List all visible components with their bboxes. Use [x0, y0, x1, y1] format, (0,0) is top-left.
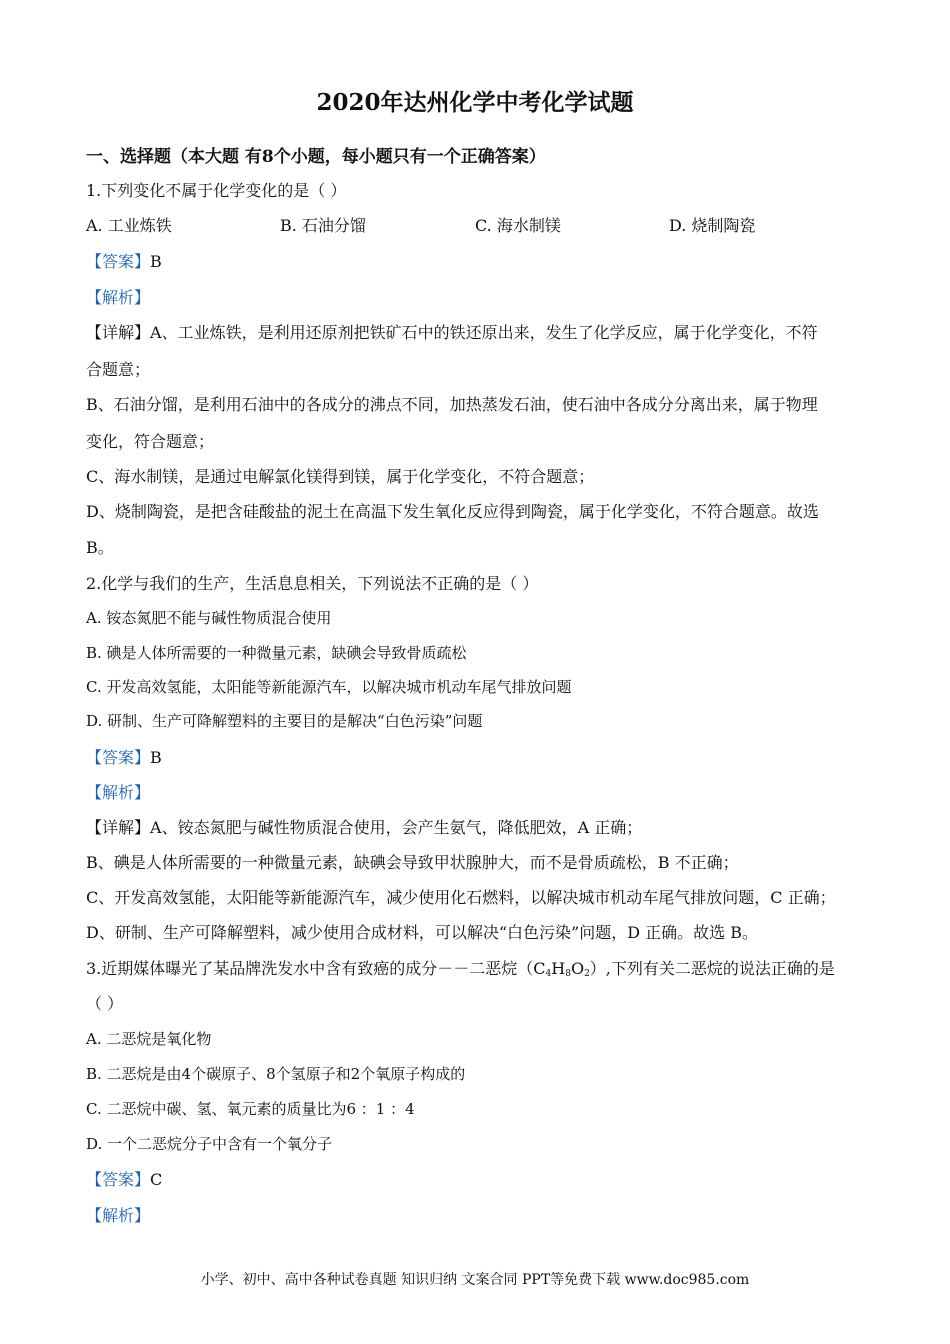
- q2-option-c: C. 开发高效氢能，太阳能等新能源汽车，以解决城市机动车尾气排放问题: [86, 678, 572, 696]
- q3-answer: [86, 1167, 162, 1190]
- question-3-stem-cont: （ ）: [86, 994, 124, 1013]
- q1-option-b: B. 石油分馏: [280, 216, 366, 235]
- answer-value: C: [150, 1170, 163, 1189]
- q1-detail-line: B、石油分馏，是利用石油中的各成分的沸点不同，加热蒸发石油，使石油中各成分分离出来，属于物理: [86, 395, 818, 414]
- question-1-stem: 1.下列变化不属于化学变化的是（ ）: [86, 181, 347, 200]
- answer-value: B: [150, 252, 162, 271]
- page-footer: 小学、初中、高中各种试卷真题 知识归纳 文案合同 PPT等免费下载 www.doc985.com: [200, 1272, 750, 1288]
- q1-option-d: D. 烧制陶瓷: [669, 216, 756, 235]
- q2-detail-line: B、碘是人体所需要的一种微量元素，缺碘会导致甲状腺肿大，而不是骨质疏松，B 不正确；: [86, 853, 739, 872]
- q3-option-b: B. 二恶烷是由4个碳原子、8个氢原子和2个氧原子构成的: [86, 1065, 466, 1083]
- detail-tag: 【详解】: [86, 818, 151, 837]
- answer-value: B: [150, 748, 162, 767]
- detail-tag: 【详解】: [86, 323, 151, 342]
- q3-option-d: D. 一个二恶烷分子中含有一个氧分子: [86, 1135, 333, 1153]
- answer-tag: 【答案】: [86, 748, 151, 767]
- q1-detail-line: C、海水制镁，是通过电解氯化镁得到镁，属于化学变化，不符合题意；: [86, 467, 595, 486]
- detail-text: A、铵态氮肥与碱性物质混合使用，会产生氨气，降低肥效，A 正确；: [150, 818, 643, 837]
- formula-element: O: [570, 959, 585, 978]
- q2-analysis-tag: 【解析】: [86, 783, 151, 802]
- q2-answer: [86, 745, 162, 768]
- section-heading: 一、选择题（本大题 有8个小题，每小题只有一个正确答案）: [86, 147, 546, 167]
- answer-tag: 【答案】: [86, 252, 151, 271]
- q1-detail-line: D、烧制陶瓷，是把含硅酸盐的泥土在高温下发生氧化反应得到陶瓷，属于化学变化，不符合题意。故选: [86, 502, 819, 521]
- detail-text: A、工业炼铁，是利用还原剂把铁矿石中的铁还原出来，发生了化学反应，属于化学变化，不符: [150, 323, 818, 342]
- formula-subscript: 4: [545, 969, 552, 979]
- q1-answer: [86, 249, 162, 272]
- q3-stem-text: ）,下列有关二恶烷的说法正确的是: [589, 959, 835, 978]
- q2-option-b: B. 碘是人体所需要的一种微量元素，缺碘会导致骨质疏松: [86, 644, 467, 662]
- question-3-stem: [86, 956, 835, 979]
- q3-option-a: A. 二恶烷是氧化物: [86, 1030, 212, 1048]
- q3-option-c: C. 二恶烷中碳、氢、氧元素的质量比为6 ：1 ：4: [86, 1100, 415, 1118]
- answer-tag: 【答案】: [86, 1170, 151, 1189]
- q1-detail-line: 合题意；: [86, 360, 151, 379]
- formula-subscript: 8: [565, 969, 571, 979]
- q2-detail-line: C、开发高效氢能，太阳能等新能源汽车，减少使用化石燃料，以解决城市机动车尾气排放问题，C 正确；: [86, 888, 836, 907]
- q2-detail-line: D、研制、生产可降解塑料，减少使用合成材料，可以解决“白色污染”问题，D 正确。故选 B。: [86, 923, 758, 942]
- q2-detail-line: [86, 815, 642, 838]
- q1-option-c: C. 海水制镁: [475, 216, 561, 235]
- q1-analysis-tag: 【解析】: [86, 288, 151, 307]
- q2-option-d: D. 研制、生产可降解塑料的主要目的是解决“白色污染”问题: [86, 712, 483, 730]
- formula-element: H: [551, 959, 566, 978]
- question-2-stem: 2.化学与我们的生产，生活息息相关，下列说法不正确的是（ ）: [86, 574, 539, 593]
- q2-option-a: A. 铵态氮肥不能与碱性物质混合使用: [86, 609, 332, 627]
- page-title: 2020年达州化学中考化学试题: [316, 89, 634, 116]
- q1-detail-line: [86, 320, 818, 343]
- q3-stem-text: 3.近期媒体曝光了某品牌洗发水中含有致癌的成分－－二恶烷（C: [86, 959, 546, 978]
- q1-detail-line: 变化，符合题意；: [86, 432, 215, 451]
- q1-option-a: A. 工业炼铁: [86, 216, 172, 235]
- q3-analysis-tag: 【解析】: [86, 1206, 151, 1225]
- formula-subscript: 2: [584, 969, 590, 979]
- q1-detail-line: B。: [86, 538, 114, 557]
